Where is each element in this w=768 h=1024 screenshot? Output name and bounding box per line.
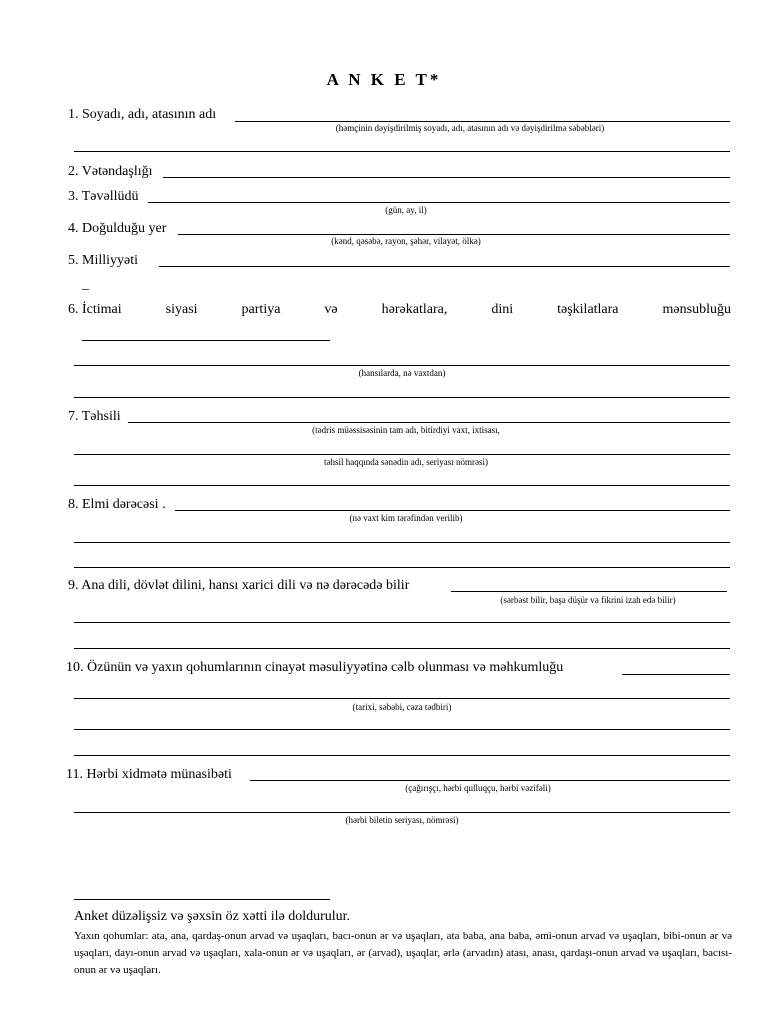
field-8-input-line-2[interactable] bbox=[74, 542, 730, 543]
field-4-hint: (kənd, qəsəbə, rayon, şəhər, vilayət, ölkə) bbox=[331, 236, 481, 246]
field-6-word: dini bbox=[491, 302, 514, 317]
field-2-label: 2. Vətəndaşlığı bbox=[68, 164, 153, 179]
field-4-input-line[interactable] bbox=[178, 234, 730, 235]
field-6-input-line-3[interactable] bbox=[74, 397, 730, 398]
field-3-input-line[interactable] bbox=[148, 202, 730, 203]
field-10-hint: (tarixi, səbəbi, cəza tədbiri) bbox=[352, 702, 452, 712]
field-9-input-line-3[interactable] bbox=[74, 648, 730, 649]
field-7-hint-2: təhsil haqqında sənədin adı, seriyası nömrəsi) bbox=[324, 457, 488, 467]
field-10-input-line-2[interactable] bbox=[74, 698, 730, 699]
field-5-label: 5. Milliyyəti bbox=[68, 253, 138, 268]
field-10-input-line[interactable] bbox=[622, 674, 730, 675]
field-10-label: 10. Özünün və yaxın qohumlarının cinayət məsuliyyətinə cəlb olunması və məhkumluğu bbox=[66, 660, 564, 675]
footer-title: Anket düzəlişsiz və şəxsin öz xətti ilə doldurulur. bbox=[74, 909, 351, 924]
field-7-input-line-2[interactable] bbox=[74, 454, 730, 455]
field-11-input-line-2[interactable] bbox=[74, 812, 730, 813]
field-5-extra: _ bbox=[82, 277, 89, 292]
field-1-input-line-2[interactable] bbox=[74, 151, 730, 152]
field-3-label: 3. Təvəllüdü bbox=[68, 189, 139, 204]
field-9-input-line-2[interactable] bbox=[74, 622, 730, 623]
field-6-input-line[interactable] bbox=[82, 340, 330, 341]
field-1-hint: (həmçinin dəyişdirilmiş soyadı, adı, atasının adı və dəyişdirilmə səbəbləri) bbox=[335, 123, 605, 133]
field-7-hint: (tədris müəssisəsinin tam adı, bitirdiyi vaxt, ixtisası, bbox=[312, 425, 500, 435]
footnote-separator bbox=[74, 899, 330, 900]
field-7-input-line-3[interactable] bbox=[74, 485, 730, 486]
field-11-label: 11. Hərbi xidmətə münasibəti bbox=[66, 767, 232, 782]
field-11-hint-2: (hərbi biletin seriyası, nömrəsi) bbox=[345, 815, 459, 825]
field-1-label: 1. Soyadı, adı, atasının adı bbox=[68, 107, 217, 122]
field-6-word: partiya bbox=[241, 302, 281, 317]
field-6-word: və bbox=[324, 302, 338, 317]
field-8-label: 8. Elmi dərəcəsi . bbox=[68, 497, 166, 512]
field-7-input-line[interactable] bbox=[128, 422, 730, 423]
field-10-input-line-3[interactable] bbox=[74, 729, 730, 730]
field-11-hint: (çağırışçı, hərbi qulluqçu, hərbi vəzifəli) bbox=[405, 783, 551, 793]
field-7-label: 7. Təhsili bbox=[68, 409, 121, 424]
field-3-hint: (gün, ay, il) bbox=[385, 205, 427, 215]
field-9-label: 9. Ana dili, dövlət dilini, hansı xarici dili və nə dərəcədə bilir bbox=[68, 578, 410, 593]
field-11-input-line[interactable] bbox=[250, 780, 730, 781]
field-8-hint: (nə vaxt kim tərəfindən verilib) bbox=[349, 513, 463, 523]
field-8-input-line[interactable] bbox=[175, 510, 730, 511]
field-1-input-line[interactable] bbox=[235, 121, 730, 122]
field-6-word: təşkilatlara bbox=[557, 302, 619, 317]
field-6-word: 6. İctimai bbox=[68, 302, 122, 317]
form-title: A N K E T* bbox=[326, 70, 442, 89]
field-6-label bbox=[68, 302, 731, 318]
field-6-input-line-2[interactable] bbox=[74, 365, 730, 366]
field-9-hint: (sərbəst bilir, başa düşür və fikrini izah edə bilir) bbox=[500, 595, 676, 605]
field-8-input-line-3[interactable] bbox=[74, 567, 730, 568]
field-6-word: mənsubluğu bbox=[662, 302, 731, 317]
field-5-input-line[interactable] bbox=[159, 266, 730, 267]
field-4-label: 4. Doğulduğu yer bbox=[68, 221, 167, 236]
field-6-word: hərəkatlara, bbox=[381, 302, 448, 317]
footer-note: Yaxın qohumlar: ata, ana, qardaş-onun arvad və uşaqları, bacı-onun ər və uşaqları, ata baba, ana baba, əmi-onun arvad və uşaqları, bibi-onun ər və uşaqları, dayı-onun arvad və uşaqları, xala-onun ər və uşaqları, ər (arvad), uşaqlar, ərlə (arvadın) atası, anası, qardaşı-onun arvad və uşaqları, bacısı-onun ər və uşaqları. bbox=[74, 930, 732, 976]
field-6-word: siyasi bbox=[165, 302, 198, 317]
field-10-input-line-4[interactable] bbox=[74, 755, 730, 756]
field-9-input-line[interactable] bbox=[451, 591, 727, 592]
field-6-hint: (hansılarda, nə vaxtdan) bbox=[358, 368, 446, 378]
field-2-input-line[interactable] bbox=[163, 177, 730, 178]
